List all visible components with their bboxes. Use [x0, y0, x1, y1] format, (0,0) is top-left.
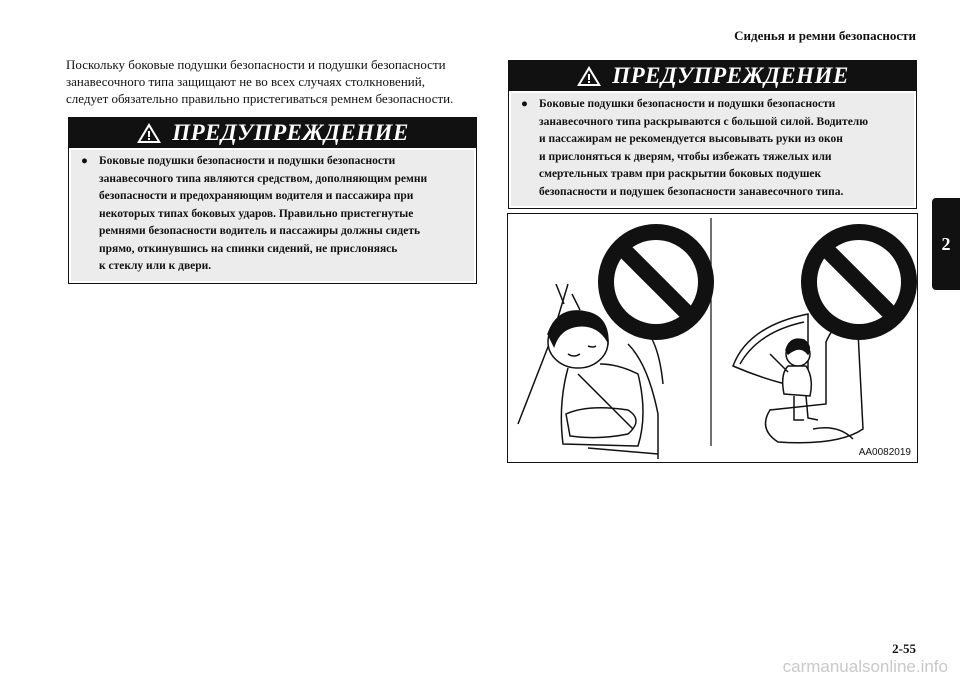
prohibition-icon [598, 224, 714, 340]
warning-line: смертельных травм при раскрытии боковых подушек [539, 168, 822, 180]
page-number: 2-55 [892, 641, 916, 656]
warning-line: Боковые подушки безопасности и подушки безопасности [99, 155, 396, 167]
warning-line: к стеклу или к двери. [99, 260, 212, 272]
prohibition-icon [801, 224, 917, 340]
warning-body [511, 93, 914, 206]
bullet-icon: ● [521, 98, 528, 110]
illustration-drawing [508, 214, 917, 462]
warning-body [71, 150, 474, 281]
warning-line: прямо, откинувшись на спинки сидений, не прислоняясь [99, 242, 398, 255]
running-header: Сиденья и ремни безопасности [734, 28, 916, 43]
warning-line: и пассажирам не рекомендуется высовывать руки из окон [539, 133, 843, 145]
warning-line: некоторых типах боковых ударов. Правильно пристегнутые [99, 207, 414, 220]
bullet-icon: ● [81, 155, 88, 167]
intro-line: занавесочного типа защищают не во всех случаях столкновений, [66, 74, 425, 89]
intro-line: следует обязательно правильно пристегиваться ремнем безопасности. [66, 91, 454, 106]
warning-line: безопасности и подушек безопасности занавесочного типа. [539, 185, 844, 198]
warning-line: занавесочного типа раскрываются с большой силой. Водителю [539, 115, 869, 128]
intro-line: Поскольку боковые подушки безопасности и подушки безопасности [66, 57, 446, 72]
warning-line: и прислоняться к дверям, чтобы избежать тяжелых или [539, 150, 832, 163]
chapter-tab: 2 [932, 198, 960, 290]
warning-box-right [508, 60, 917, 209]
intro-paragraph [66, 56, 480, 107]
illustration-panel [507, 213, 918, 463]
illustration-code: AA0082019 [858, 447, 911, 458]
warning-line: занавесочного типа являются средством, дополняющим ремни [99, 172, 428, 185]
warning-line: ремнями безопасности водитель и пассажиры должны сидеть [99, 225, 421, 237]
warning-triangle-icon [136, 122, 162, 144]
warning-box-left [68, 117, 477, 284]
warning-header [509, 61, 916, 91]
warning-line: Боковые подушки безопасности и подушки безопасности [539, 98, 836, 110]
watermark: carmanualsonline.info [782, 657, 948, 676]
warning-header [69, 118, 476, 148]
warning-title: ПРЕДУПРЕЖДЕНИЕ [612, 63, 849, 88]
warning-line: безопасности и предохраняющим водителя и пассажира при [99, 190, 414, 202]
warning-title: ПРЕДУПРЕЖДЕНИЕ [172, 120, 409, 145]
warning-triangle-icon [576, 65, 602, 87]
